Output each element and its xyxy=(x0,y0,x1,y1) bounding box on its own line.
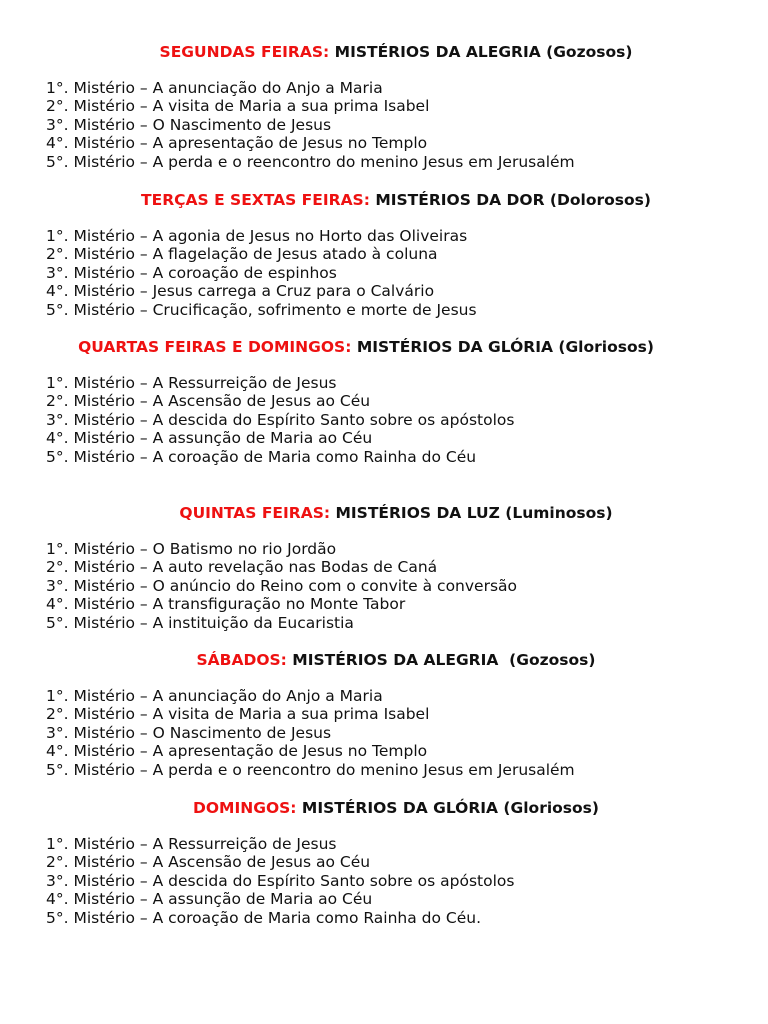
section-segundas xyxy=(46,43,726,171)
day-label: QUARTAS FEIRAS E DOMINGOS: xyxy=(78,338,352,356)
list-item: 5°. Mistério – A coroação de Maria como Rainha do Céu. xyxy=(46,908,482,927)
day-label: SÁBADOS: xyxy=(196,651,287,669)
list-item: 4°. Mistério – A assunção de Maria ao Céu xyxy=(46,429,373,448)
list-item: 1°. Mistério – O Batismo no rio Jordão xyxy=(46,540,337,558)
list-item: 5°. Mistério – A perda e o reencontro do menino Jesus em Jerusalém xyxy=(46,152,575,171)
list-item: 5°. Mistério – A perda e o reencontro do menino Jesus em Jerusalém xyxy=(46,760,575,779)
day-label: DOMINGOS: xyxy=(193,799,297,817)
list-item: 4°. Mistério – Jesus carrega a Cruz para o Calvário xyxy=(46,282,435,301)
mystery-title: MISTÉRIOS DA LUZ (Luminosos) xyxy=(335,504,613,522)
day-label: QUINTAS FEIRAS: xyxy=(179,504,331,522)
section-heading xyxy=(46,651,726,669)
list-item: 1°. Mistério – A agonia de Jesus no Horto das Oliveiras xyxy=(46,227,468,245)
day-label: SEGUNDAS FEIRAS: xyxy=(159,43,330,61)
list-item: 4°. Mistério – A apresentação de Jesus no Templo xyxy=(46,742,428,761)
list-item: 3°. Mistério – O anúncio do Reino com o convite à conversão xyxy=(46,576,518,595)
list-item: 4°. Mistério – A assunção de Maria ao Céu xyxy=(46,890,373,909)
list-item: 4°. Mistério – A transfiguração no Monte Tabor xyxy=(46,595,406,614)
day-label: TERÇAS E SEXTAS FEIRAS: xyxy=(141,191,370,209)
list-item: 2°. Mistério – A flagelação de Jesus atado à coluna xyxy=(46,245,438,264)
list-item: 3°. Mistério – O Nascimento de Jesus xyxy=(46,115,332,134)
section-heading xyxy=(46,191,726,209)
list-item: 1°. Mistério – A anunciação do Anjo a Maria xyxy=(46,79,383,97)
list-item: 3°. Mistério – A descida do Espírito Santo sobre os apóstolos xyxy=(46,410,515,429)
section-heading xyxy=(46,43,726,61)
mystery-title: MISTÉRIOS DA ALEGRIA (Gozosos) xyxy=(334,43,633,61)
list-item: 1°. Mistério – A Ressurreição de Jesus xyxy=(46,374,337,392)
mystery-title: MISTÉRIOS DA GLÓRIA (Gloriosos) xyxy=(301,799,599,817)
list-item: 1°. Mistério – A anunciação do Anjo a Maria xyxy=(46,687,383,705)
section-quintas xyxy=(46,504,726,632)
section-sabados xyxy=(46,651,726,779)
section-quartas-domingos xyxy=(46,338,726,466)
mystery-title: MISTÉRIOS DA GLÓRIA (Gloriosos) xyxy=(356,338,654,356)
list-item: 3°. Mistério – O Nascimento de Jesus xyxy=(46,723,332,742)
section-heading xyxy=(46,504,726,522)
list-item: 2°. Mistério – A Ascensão de Jesus ao Céu xyxy=(46,392,371,411)
list-item: 2°. Mistério – A auto revelação nas Bodas de Caná xyxy=(46,558,438,577)
list-item: 5°. Mistério – Crucificação, sofrimento e morte de Jesus xyxy=(46,300,477,319)
section-domingos xyxy=(46,799,726,927)
section-heading xyxy=(46,338,686,356)
list-item: 5°. Mistério – A coroação de Maria como Rainha do Céu xyxy=(46,447,477,466)
list-item: 5°. Mistério – A instituição da Eucaristia xyxy=(46,613,354,632)
list-item: 2°. Mistério – A Ascensão de Jesus ao Céu xyxy=(46,853,371,872)
list-item: 1°. Mistério – A Ressurreição de Jesus xyxy=(46,835,337,853)
list-item: 3°. Mistério – A coroação de espinhos xyxy=(46,263,337,282)
mystery-title: MISTÉRIOS DA DOR (Dolorosos) xyxy=(375,191,651,209)
section-tercas-sextas xyxy=(46,191,726,319)
list-item: 3°. Mistério – A descida do Espírito Santo sobre os apóstolos xyxy=(46,871,515,890)
list-item: 2°. Mistério – A visita de Maria a sua prima Isabel xyxy=(46,97,430,116)
list-item: 2°. Mistério – A visita de Maria a sua prima Isabel xyxy=(46,705,430,724)
list-item: 4°. Mistério – A apresentação de Jesus no Templo xyxy=(46,134,428,153)
mystery-title: MISTÉRIOS DA ALEGRIA (Gozosos) xyxy=(292,651,596,669)
section-heading xyxy=(46,799,726,817)
